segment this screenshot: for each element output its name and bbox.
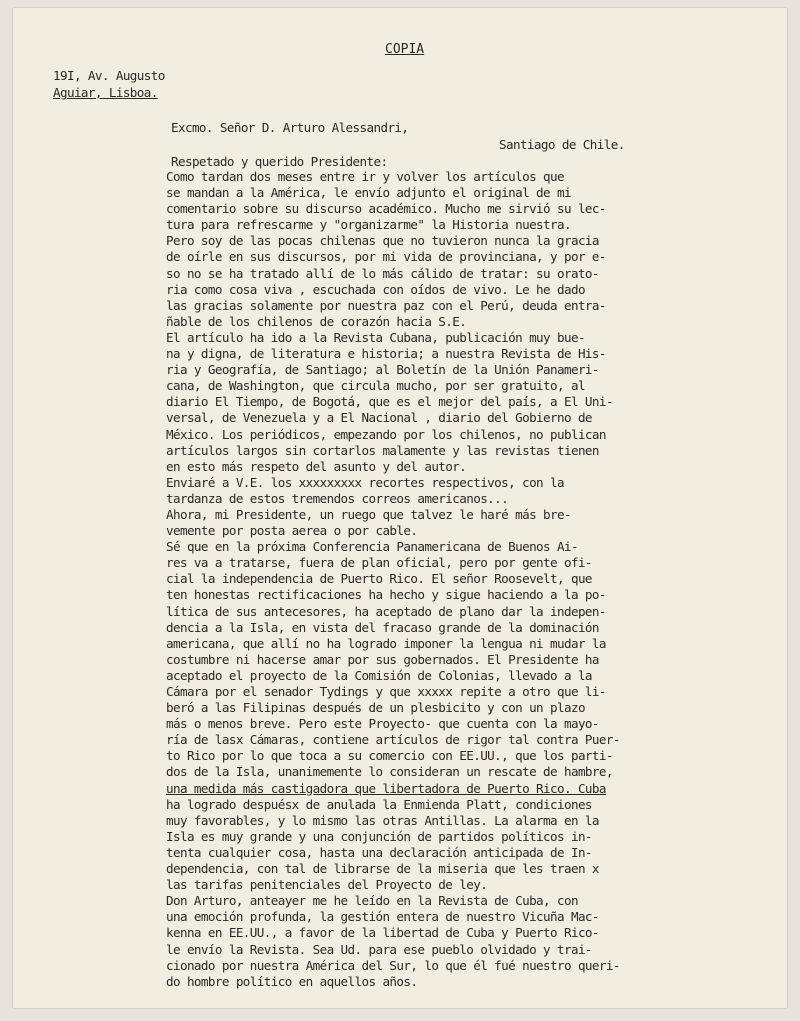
body-line: comentario sobre su discurso académico. Mucho me sirvió su lec-: [166, 201, 606, 217]
letter-body: [166, 169, 778, 990]
body-line: dencia a la Isla, en vista del fracaso grande de la dominación: [166, 619, 599, 635]
body-line: ría de lasx Cámaras, contiene artículos de rigor tal contra Puer-: [166, 732, 620, 748]
body-line: muy favorables, y lo mismo las otras Antillas. La alarma en la: [166, 812, 599, 828]
body-line: Como tardan dos meses entre ir y volver los artículos que: [166, 169, 564, 184]
body-line: so no se ha tratado allí de lo más cálido de tratar: su orato-: [166, 265, 599, 281]
body-line: do hombre político en aquellos años.: [166, 973, 418, 989]
body-line: cial la independencia de Puerto Rico. El señor Roosevelt, que: [166, 571, 592, 587]
body-line: cana, de Washington, que circula mucho, por ser gratuito, al: [166, 378, 585, 394]
body-line: aceptado el proyecto de la Comisión de Colonias, llevado a la: [166, 667, 592, 683]
body-line: El artículo ha ido a la Revista Cubana, publicación muy bue-: [166, 329, 585, 345]
body-line: ñable de los chilenos de corazón hacia S.E.: [166, 313, 467, 329]
body-line: una emoción profunda, la gestión entera de nuestro Vicuña Mac-: [166, 909, 599, 925]
typewritten-letter-page: [13, 8, 787, 1008]
body-line: México. Los periódicos, empezando por los chilenos, no publican: [166, 426, 606, 442]
body-line: las tarifas penitenciales del Proyecto de ley.: [166, 877, 488, 893]
body-line: se mandan a la América, le envío adjunto el original de mi: [166, 185, 571, 201]
body-line: Enviaré a V.E. los xxxxxxxxx recortes respectivos, con la: [166, 474, 564, 490]
body-line: artículos largos sin cortarlos malamente y las revistas tienen: [166, 442, 599, 458]
sender-address-line-1: 19I, Av. Augusto: [53, 68, 165, 83]
recipient-city: Santiago de Chile.: [499, 137, 625, 152]
body-line: americana, que allí no ha logrado imponer la lengua ni mudar la: [166, 635, 606, 651]
sender-address-line-2: Aguiar, Lisboa.: [53, 85, 158, 100]
body-line: ria como cosa viva , escuchada con oídos de vivo. Le he dado: [166, 281, 585, 297]
body-line: de oírle en sus discursos, por mi vida de provinciana, y por e-: [166, 249, 606, 265]
body-line: na y digna, de literatura e historia; a nuestra Revista de His-: [166, 346, 606, 362]
body-line: tenta cualquier cosa, hasta una declaración anticipada de In-: [166, 844, 592, 860]
body-line: ha logrado despuésx de anulada la Enmienda Platt, condiciones: [166, 796, 592, 812]
body-line: kenna en EE.UU., a favor de la libertad de Cuba y Puerto Rico-: [166, 925, 599, 941]
body-line-underlined: una medida más castigadora que libertadora de Puerto Rico. Cuba: [166, 780, 606, 796]
body-line: le envío la Revista. Sea Ud. para ese pueblo olvidado y trai-: [166, 941, 592, 957]
body-line: costumbre ni hacerse amar por sus gobernados. El Presidente ha: [166, 651, 599, 667]
body-line: Pero soy de las pocas chilenas que no tuvieron nunca la gracia: [166, 233, 599, 249]
body-line: beró a las Filipinas después de un plesbicito y con un plazo: [166, 700, 585, 716]
body-line: tardanza de estos tremendos correos americanos...: [166, 490, 509, 506]
body-line: to Rico por lo que toca a su comercio con EE.UU., que los parti-: [166, 748, 613, 764]
body-line: dos de la Isla, unanimemente lo consideran un rescate de hambre,: [166, 764, 613, 780]
body-line: vemente por posta aerea o por cable.: [166, 523, 418, 539]
body-line: tura para refrescarme y "organizarme" la Historia nuestra.: [166, 217, 571, 233]
body-line: dependencia, con tal de librarse de la miseria que les traen x: [166, 861, 599, 877]
body-line: res va a tratarse, fuera de plan oficial, pero por gente ofi-: [166, 555, 592, 571]
body-line: diario El Tiempo, de Bogotá, que es el mejor del país, a El Uni-: [166, 394, 613, 410]
body-line: Cámara por el senador Tydings y que xxxxx repite a otro que li-: [166, 684, 606, 699]
body-line: Don Arturo, anteayer me he leído en la Revista de Cuba, con: [166, 893, 578, 909]
salutation: Respetado y querido Presidente:: [171, 154, 388, 169]
body-line: versal, de Venezuela y a El Nacional , diario del Gobierno de: [166, 410, 592, 426]
body-line: ria y Geografía, de Santiago; al Boletín de la Unión Panameri-: [166, 362, 599, 378]
body-line: Ahora, mi Presidente, un ruego que talvez le haré más bre-: [166, 506, 571, 522]
body-line: las gracias solamente por nuestra paz con el Perú, deuda entra-: [166, 297, 606, 313]
body-line: cionado por nuestra América del Sur, lo que él fué nuestro queri-: [166, 957, 620, 973]
body-line: en esto más respeto del asunto y del autor.: [166, 458, 467, 474]
body-line: ten honestas rectificaciones ha hecho y sigue haciendo a la po-: [166, 587, 606, 603]
recipient-name: Excmo. Señor D. Arturo Alessandri,: [171, 120, 409, 135]
body-line: Isla es muy grande y una conjunción de partidos políticos in-: [166, 828, 592, 844]
body-line: más o menos breve. Pero este Proyecto- que cuenta con la mayo-: [166, 716, 599, 732]
copy-heading: COPIA: [385, 42, 425, 57]
body-line: lítica de sus antecesores, ha aceptado de plano dar la indepen-: [166, 603, 606, 619]
body-line: Sé que en la próxima Conferencia Panamericana de Buenos Ai-: [166, 539, 578, 555]
